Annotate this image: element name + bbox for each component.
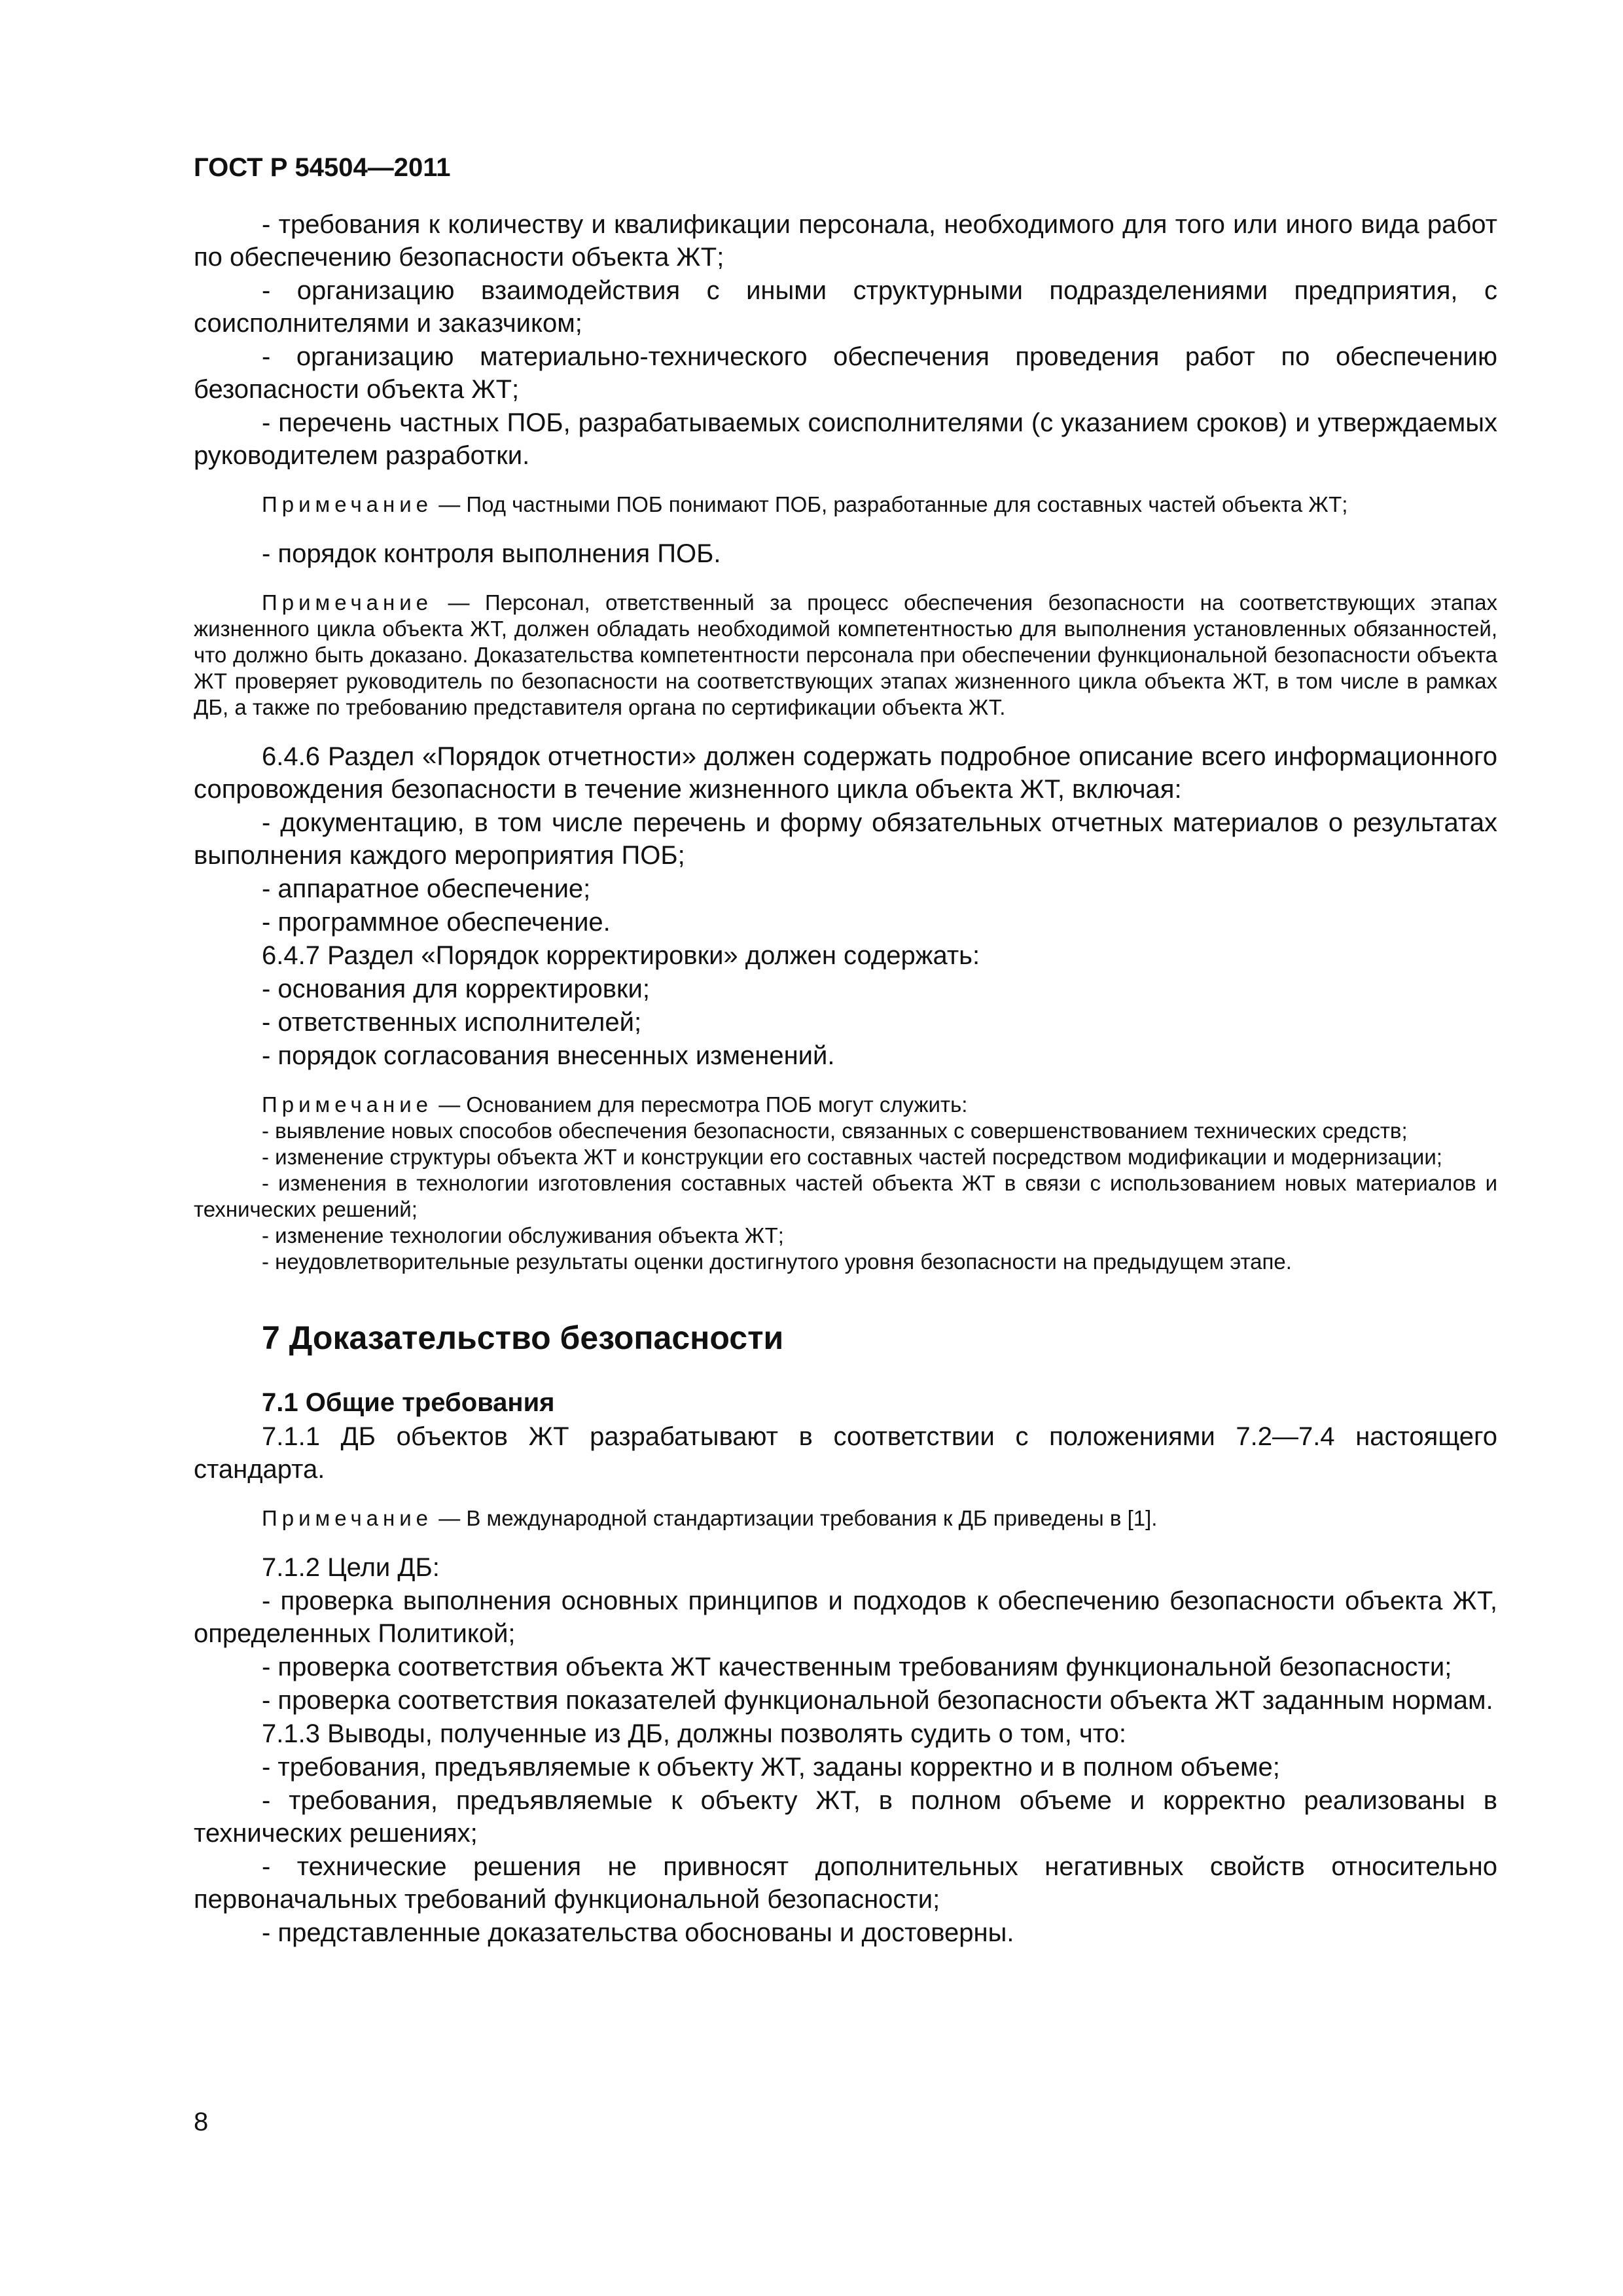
list-item: - организацию взаимодействия с иными структурными подразделениями предприятия, с соисполнителями и заказчиком; xyxy=(194,276,1497,338)
list-item: - требования, предъявляемые к объекту ЖТ, заданы корректно и в полном объеме; xyxy=(262,1753,1280,1782)
list-item: - документацию, в том числе перечень и форму обязательных отчетных материалов о результатах выполнения каждого мероприятия ПОБ; xyxy=(194,808,1497,870)
note-list-item: - изменения в технологии изготовления составных частей объекта ЖТ в связи с использованием новых материалов и технических решений; xyxy=(194,1171,1497,1221)
list-item: - проверка соответствия объекта ЖТ качественным требованиям функциональной безопасности; xyxy=(262,1653,1452,1681)
paragraph-7-1-2: 7.1.2 Цели ДБ: xyxy=(262,1553,440,1582)
note-list-item: - изменение технологии обслуживания объекта ЖТ; xyxy=(262,1223,784,1247)
note-2: Примечание — Персонал, ответственный за процесс обеспечения безопасности на соответствующих этапах жизненного цикла объекта ЖТ, должен обладать необходимой компетентностью для выполнения установленных обязанностей, что должно быть доказано. Доказательства компетентности персонала при обеспечении функциональной безопасности объекта ЖТ проверяет руководитель по безопасности на соответствующих этапах жизненного цикла объекта ЖТ, в том числе в рамках ДБ, а также по требованию представителя органа по сертификации объекта ЖТ. xyxy=(194,590,1497,719)
paragraph-7-1-1: 7.1.1 ДБ объектов ЖТ разрабатывают в соответствии с положениями 7.2—7.4 настоящего стандарта. xyxy=(194,1422,1497,1484)
paragraph-7-1-3: 7.1.3 Выводы, полученные из ДБ, должны позволять судить о том, что: xyxy=(262,1719,1126,1748)
list-item: - основания для корректировки; xyxy=(262,975,650,1003)
list-item: - порядок контроля выполнения ПОБ. xyxy=(262,539,721,568)
note-label: Примечание xyxy=(262,590,433,615)
section-7-1-heading: 7.1 Общие требования xyxy=(262,1388,555,1417)
section-7-heading: 7 Доказательство безопасности xyxy=(262,1319,784,1356)
list-item: - проверка выполнения основных принципов и подходов к обеспечению безопасности объекта ЖТ, определенных Политикой; xyxy=(194,1587,1497,1648)
list-item: - аппаратное обеспечение; xyxy=(262,874,591,903)
list-item: - программное обеспечение. xyxy=(262,908,611,937)
page-body xyxy=(194,152,1497,1949)
note-4: Примечание — В международной стандартизации требования к ДБ приведены в [1]. xyxy=(262,1506,1158,1530)
list-item: - организацию материально-технического обеспечения проведения работ по обеспечению безопасности объекта ЖТ; xyxy=(194,342,1497,404)
list-item: - перечень частных ПОБ, разрабатываемых соисполнителями (с указанием сроков) и утверждаемых руководителем разработки. xyxy=(194,408,1497,470)
list-item: - порядок согласования внесенных изменений. xyxy=(262,1041,835,1070)
standard-header: ГОСТ Р 54504—2011 xyxy=(194,153,451,182)
note-label: Примечание xyxy=(262,1506,433,1530)
paragraph-6-4-6: 6.4.6 Раздел «Порядок отчетности» должен содержать подробное описание всего информационного сопровождения безопасности в течение жизненного цикла объекта ЖТ, включая: xyxy=(194,742,1497,804)
list-item: - требования к количеству и квалификации персонала, необходимого для того или иного вида работ по обеспечению безопасности объекта ЖТ; xyxy=(194,210,1497,272)
note-label: Примечание xyxy=(262,492,433,516)
list-item: - проверка соответствия показателей функциональной безопасности объекта ЖТ заданным нормам. xyxy=(262,1686,1493,1715)
note-label: Примечание xyxy=(262,1092,433,1117)
list-item: - требования, предъявляемые к объекту ЖТ, в полном объеме и корректно реализованы в технических решениях; xyxy=(194,1786,1497,1848)
note-3: Примечание — Основанием для пересмотра ПОБ могут служить: xyxy=(262,1092,968,1117)
list-item: - технические решения не привносят дополнительных негативных свойств относительно первоначальных требований функциональной безопасности; xyxy=(194,1852,1497,1914)
note-list-item: - изменение структуры объекта ЖТ и конструкции его составных частей посредством модификации и модернизации; xyxy=(262,1145,1442,1169)
note-list-item: - выявление новых способов обеспечения безопасности, связанных с совершенствованием технических средств; xyxy=(262,1119,1408,1143)
page-number: 8 xyxy=(194,2108,209,2136)
note-1: Примечание — Под частными ПОБ понимают ПОБ, разработанные для составных частей объекта ЖТ; xyxy=(262,492,1348,516)
paragraph-6-4-7: 6.4.7 Раздел «Порядок корректировки» должен содержать: xyxy=(262,941,980,970)
list-item: - представленные доказательства обоснованы и достоверны. xyxy=(262,1918,1014,1947)
note-list-item: - неудовлетворительные результаты оценки достигнутого уровня безопасности на предыдущем этапе. xyxy=(262,1249,1292,1274)
list-item: - ответственных исполнителей; xyxy=(262,1008,642,1037)
